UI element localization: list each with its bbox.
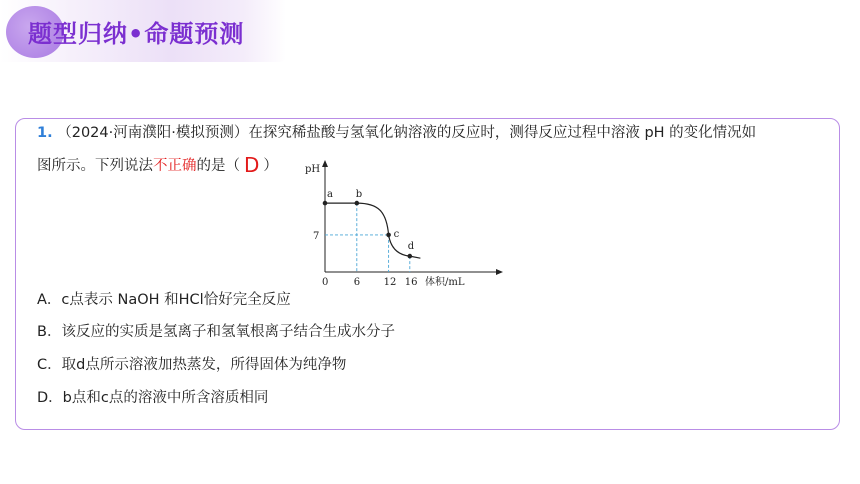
page-title: 题型归纳•命题预测 [28,20,245,48]
ph-curve [325,203,420,258]
y-axis-arrow [322,160,328,167]
option-c[interactable]: C．取d点所示溶液加热蒸发，所得固体为纯净物 [37,357,347,373]
x-tick-label: 16 [404,277,418,288]
point-a [323,201,328,206]
x-tick-label: 12 [383,277,397,288]
question-text-line1: （2024·河南濮阳·模拟预测）在探究稀盐酸与氢氧化钠溶液的反应时，测得反应过程中溶液 pH 的变化情况如 [57,125,757,141]
question-stem-line2 [37,155,278,176]
answer-letter: D [244,153,260,177]
question-stem-line1 [37,123,756,143]
x-tick-label: 0 [322,277,329,288]
option-b[interactable]: B．该反应的实质是氢离子和氢氧根离子结合生成水分子 [37,324,395,340]
point-label-d: d [407,241,415,253]
ph-chart [300,160,510,290]
question-text-suffix: 的是（ [196,158,240,174]
x-axis-arrow [496,269,503,275]
question-highlight: 不正确 [153,158,197,174]
x-axis-label: 体积/mL [425,277,465,288]
point-d [408,254,413,259]
question-close-paren: ） [263,158,278,174]
option-a[interactable]: A．c点表示 NaOH 和HCl恰好完全反应 [37,292,291,308]
point-label-b: b [355,189,363,201]
point-b [355,201,360,206]
question-text-prefix: 图所示。下列说法 [37,158,153,174]
point-label-a: a [327,189,333,201]
question-number: 1. [37,125,53,141]
option-d[interactable]: D．b点和c点的溶液中所含溶质相同 [37,390,269,406]
x-tick-label: 6 [353,277,361,288]
y-tick-label: 7 [313,230,320,242]
point-c [386,233,391,238]
point-label-c: c [393,228,400,240]
y-axis-label: pH [305,164,321,175]
